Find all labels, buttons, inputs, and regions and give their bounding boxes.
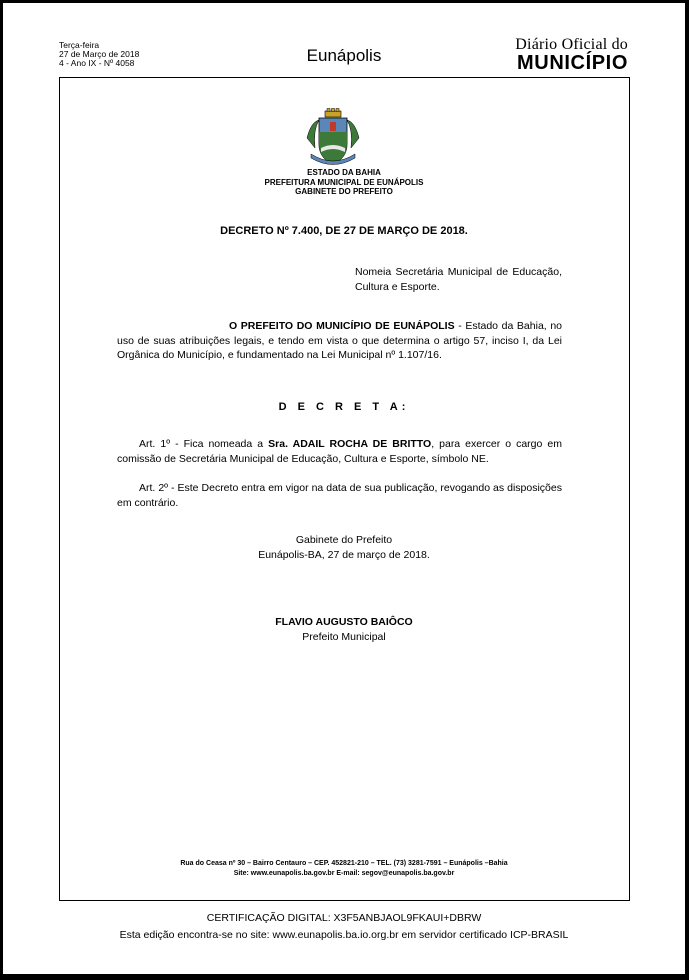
city-title: Eunápolis [306, 46, 382, 65]
signature-block [3, 615, 685, 645]
masthead-bottom: MUNICÍPIO [517, 52, 628, 74]
place-line: Gabinete do Prefeito [295, 534, 393, 546]
signer-title: Prefeito Municipal [302, 631, 386, 643]
article-2: Art. 2º - Este Decreto entra em vigor na data de sua publicação, revogando as disposições em contrário. [117, 482, 562, 509]
article-1 [117, 437, 562, 466]
digital-certification: CERTIFICAÇÃO DIGITAL: X3F5ANBJAOL9FKAUI+DBRW [206, 912, 482, 924]
municipality-name: PREFEITURA MUNICIPAL DE EUNÁPOLIS [264, 177, 424, 187]
decree-preamble [117, 319, 562, 363]
article-1-text: , para exercer o cargo em comissão de Secretária Municipal de Educação, Cultura e Esporte, símbolo NE. [117, 438, 562, 465]
issue-edition: 4 - Ano IX - Nº 4058 [59, 58, 135, 68]
document-page [3, 3, 685, 974]
address-line: Rua do Ceasa nº 30 – Bairro Centauro – CEP. 452821-210 – TEL. (73) 3281-7591 – Eunápolis –Bahia [180, 860, 508, 867]
certification-footer [3, 910, 685, 944]
signer-name: FLAVIO AUGUSTO BAIÔCO [275, 616, 413, 628]
place-and-date [3, 533, 685, 563]
footer-address [3, 859, 685, 878]
state-name: ESTADO DA BAHIA [307, 168, 381, 177]
edition-site-note: Esta edição encontra-se no site: www.eunapolis.ba.io.org.br em servidor certificado ICP-BRASIL [119, 929, 569, 941]
decree-title: DECRETO Nº 7.400, DE 27 DE MARÇO DE 2018. [220, 225, 468, 237]
contact-line: Site: www.eunapolis.ba.gov.br E-mail: segov@eunapolis.ba.gov.br [233, 869, 455, 877]
masthead-top: Diário Oficial do [515, 36, 628, 53]
issue-date: 27 de Março de 2018 [59, 49, 140, 59]
coat-of-arms-icon [303, 108, 363, 168]
office-name: GABINETE DO PREFEITO [295, 187, 393, 196]
preamble-authority: O PREFEITO DO MUNICÍPIO DE EUNÁPOLIS [229, 320, 455, 332]
issue-weekday: Terça-feira [59, 40, 100, 50]
government-heading [3, 168, 685, 197]
preamble-text: - Estado da Bahia, no uso de suas atribuições legais, e tendo em vista o que determina o artigo 57, inciso I, da Lei Orgânica do Município, e fundamentado na Lei Municipal nº 1.107/16. [117, 320, 562, 361]
appointee-name: Sra. ADAIL ROCHA DE BRITTO [268, 438, 432, 450]
masthead-logo [515, 36, 628, 73]
date-line: Eunápolis-BA, 27 de março de 2018. [258, 549, 430, 561]
article-1-prefix: Art. 1º - Fica nomeada a [139, 438, 269, 450]
decreta-heading: D E C R E T A: [278, 401, 410, 413]
decree-summary: Nomeia Secretária Municipal de Educação, Cultura e Esporte. [355, 266, 562, 293]
